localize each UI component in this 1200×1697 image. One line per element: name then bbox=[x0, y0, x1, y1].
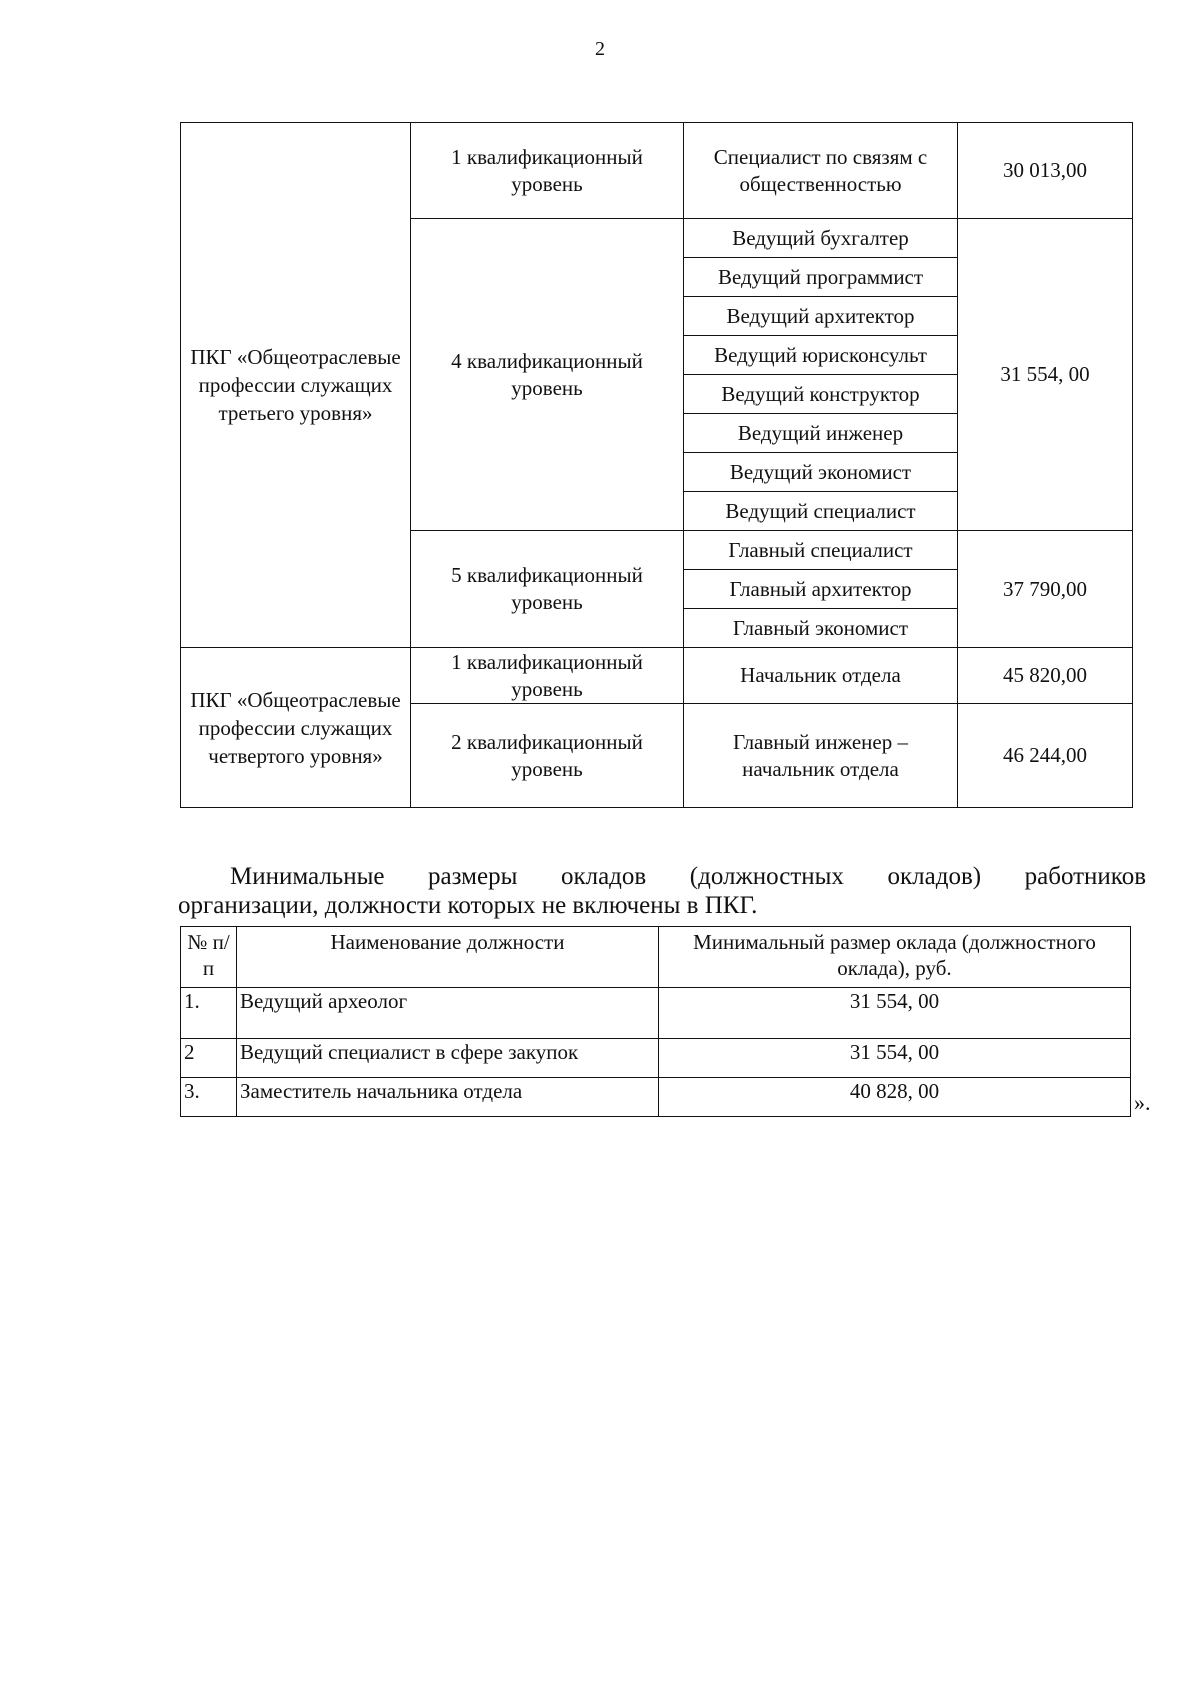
column-header: Минимальный размер оклада (должностного оклада), руб. bbox=[659, 927, 1131, 988]
table-row bbox=[181, 123, 1133, 219]
salary-value: 37 790,00 bbox=[958, 531, 1133, 648]
qualification-level: 4 квалификационный уровень bbox=[411, 219, 684, 531]
position-name: Ведущий юрисконсульт bbox=[684, 336, 958, 375]
position-name: Ведущий инженер bbox=[684, 414, 958, 453]
column-header: № п/п bbox=[181, 927, 237, 988]
position-name: Ведущий бухгалтер bbox=[684, 219, 958, 258]
qualification-level: 2 квалификационный уровень bbox=[411, 704, 684, 808]
position-name: Ведущий специалист в сфере закупок bbox=[237, 1039, 659, 1078]
salary-value: 45 820,00 bbox=[958, 648, 1133, 704]
group-name: ПКГ «Общеотраслевые профессии служащих третьего уровня» bbox=[181, 123, 411, 648]
salary-value: 31 554, 00 bbox=[659, 1039, 1131, 1078]
position-name: Главный экономист bbox=[684, 609, 958, 648]
column-header: Наименование должности bbox=[237, 927, 659, 988]
position-name: Начальник отдела bbox=[684, 648, 958, 704]
page-number: 2 bbox=[595, 38, 605, 60]
table-row bbox=[181, 1078, 1131, 1117]
position-name: Ведущий конструктор bbox=[684, 375, 958, 414]
salary-table-other bbox=[180, 926, 1131, 1117]
position-name: Ведущий программист bbox=[684, 258, 958, 297]
salary-value: 40 828, 00 bbox=[659, 1078, 1131, 1117]
salary-value: 31 554, 00 bbox=[958, 219, 1133, 531]
table-row bbox=[181, 1039, 1131, 1078]
qualification-level: 1 квалификационный уровень bbox=[411, 123, 684, 219]
body-paragraph bbox=[178, 862, 1146, 920]
group-name: ПКГ «Общеотраслевые профессии служащих четвертого уровня» bbox=[181, 648, 411, 808]
qualification-level: 5 квалификационный уровень bbox=[411, 531, 684, 648]
position-name: Ведущий экономист bbox=[684, 453, 958, 492]
row-number: 2 bbox=[181, 1039, 237, 1078]
salary-value: 31 554, 00 bbox=[659, 988, 1131, 1039]
salary-value: 46 244,00 bbox=[958, 704, 1133, 808]
position-name: Ведущий специалист bbox=[684, 492, 958, 531]
salary-table-pkg bbox=[180, 122, 1133, 808]
position-name: Ведущий археолог bbox=[237, 988, 659, 1039]
table-row bbox=[181, 648, 1133, 704]
position-name: Ведущий архитектор bbox=[684, 297, 958, 336]
position-name: Главный инженер – начальник отдела bbox=[684, 704, 958, 808]
qualification-level: 1 квалификационный уровень bbox=[411, 648, 684, 704]
position-name: Главный специалист bbox=[684, 531, 958, 570]
row-number: 3. bbox=[181, 1078, 237, 1117]
position-name: Главный архитектор bbox=[684, 570, 958, 609]
closing-quote-mark: ». bbox=[1134, 1090, 1151, 1115]
paragraph-line: организации, должности которых не включены в ПКГ. bbox=[178, 892, 758, 919]
position-name: Заместитель начальника отдела bbox=[237, 1078, 659, 1117]
position-name: Специалист по связям с общественностью bbox=[684, 123, 958, 219]
salary-value: 30 013,00 bbox=[958, 123, 1133, 219]
paragraph-line: Минимальные размеры окладов (должностных окладов) работников bbox=[230, 863, 1146, 890]
table-header-row bbox=[181, 927, 1131, 988]
table-row bbox=[181, 988, 1131, 1039]
row-number: 1. bbox=[181, 988, 237, 1039]
